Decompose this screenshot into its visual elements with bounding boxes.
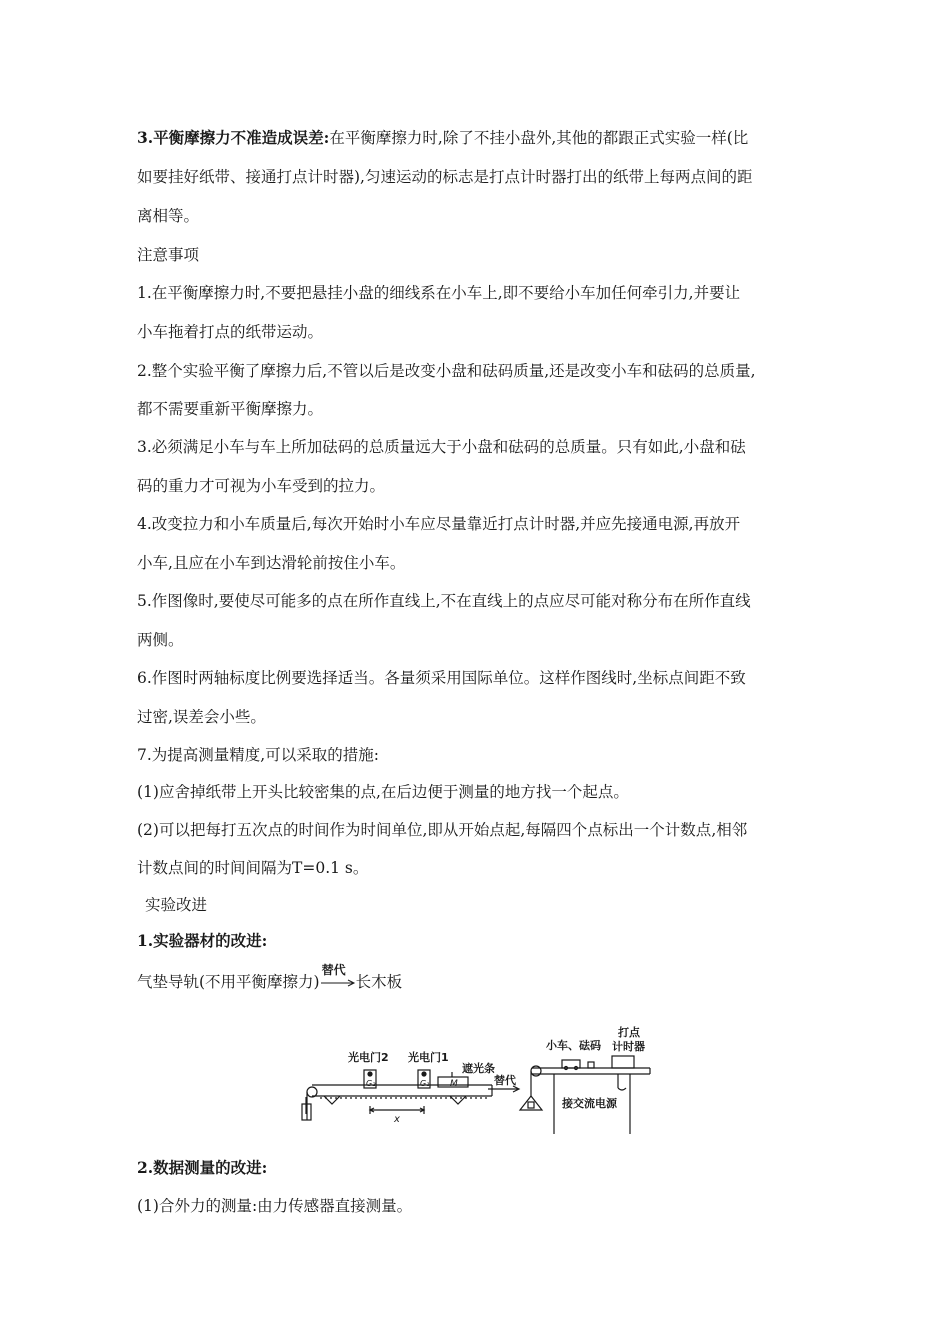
note-6-line2: 过密,误差会小些。: [137, 708, 266, 726]
weights: [588, 1062, 594, 1068]
label-timer-1: 打点: [618, 1026, 640, 1039]
label-x: x: [394, 1114, 400, 1125]
label-replace: 替代: [494, 1074, 516, 1087]
label-gate1: 光电门1: [408, 1051, 449, 1064]
track-support-right: [450, 1096, 466, 1104]
measure-1: (1)合外力的测量:由力传感器直接测量。: [137, 1197, 413, 1215]
label-g1: G₁: [420, 1079, 430, 1088]
replace-arrow-label: 替代: [321, 963, 346, 977]
note-4-line1: 4.改变拉力和小车质量后,每次开始时小车应尽量靠近打点计时器,并应先接通电源,再放开: [137, 515, 741, 533]
note-2-line2: 都不需要重新平衡摩擦力。: [137, 400, 324, 418]
arrow-icon: [320, 972, 356, 992]
air-track-text: 气垫导轨(不用平衡摩擦力): [137, 973, 320, 991]
ticker-timer: [612, 1056, 634, 1068]
label-power: 接交流电源: [562, 1097, 617, 1110]
label-m: M: [450, 1079, 458, 1089]
replacement-line: [137, 963, 403, 992]
note-4-line2: 小车,且应在小车到达滑轮前按住小车。: [137, 554, 406, 572]
section3-heading: 3.平衡摩擦力不准造成误差:: [137, 128, 330, 147]
section3-line2: 如要挂好纸带、接通打点计时器),匀速运动的标志是打点计时器打出的纸带上每两点间的距: [137, 168, 753, 186]
note-5-line1: 5.作图像时,要使尽可能多的点在所作直线上,不在直线上的点应尽可能对称分布在所作直线: [137, 592, 751, 610]
improve-title: 实验改进: [145, 896, 208, 914]
label-shade: 遮光条: [462, 1062, 495, 1075]
label-g2: G₂: [366, 1079, 376, 1088]
note-7-sub2-line2: 计数点间的时间间隔为T=0.1 s。: [137, 859, 369, 877]
note-3-line1: 3.必须满足小车与车上所加砝码的总质量远大于小盘和砝码的总质量。只有如此,小盘和砝: [137, 438, 746, 456]
note-5-line2: 两侧。: [137, 631, 184, 649]
note-7-sub1: (1)应舍掉纸带上开头比较密集的点,在后边便于测量的地方找一个起点。: [137, 783, 629, 801]
label-gate2: 光电门2: [348, 1051, 389, 1064]
note-7-sub2-line1: (2)可以把每打五次点的时间作为时间单位,即从开始点起,每隔四个点标出一个计数点,相邻: [137, 821, 748, 839]
replace-arrow: [320, 963, 356, 992]
board-text: 长木板: [355, 973, 403, 991]
note-1-line1: 1.在平衡摩擦力时,不要把悬挂小盘的细线系在小车上,即不要给小车加任何牵引力,并要让: [137, 284, 741, 302]
note-2-line1: 2.整个实验平衡了摩擦力后,不管以后是改变小盘和砝码质量,还是改变小车和砝码的总质量,: [137, 362, 756, 380]
note-1-line2: 小车拖着打点的纸带运动。: [137, 323, 324, 341]
section3-line1: 3.平衡摩擦力不准造成误差:在平衡摩擦力时,除了不挂小盘外,其他的都跟正式实验一样(比: [137, 128, 749, 147]
note-6-line1: 6.作图时两轴标度比例要选择适当。各量须采用国际单位。这样作图线时,坐标点间距不致: [137, 669, 746, 687]
apparatus-diagram: [300, 1022, 660, 1140]
improve-heading-2: 2.数据测量的改进:: [137, 1158, 268, 1177]
improve-heading-1: 1.实验器材的改进:: [137, 931, 268, 950]
notes-title: 注意事项: [137, 246, 200, 264]
section3-line3: 离相等。: [137, 207, 200, 225]
note-3-line2: 码的重力才可视为小车受到的拉力。: [137, 477, 386, 495]
label-cart-weights: 小车、砝码: [546, 1039, 601, 1052]
label-timer-2: 计时器: [612, 1040, 645, 1053]
note-7: 7.为提高测量精度,可以采取的措施:: [137, 746, 379, 764]
track-support-left: [324, 1096, 340, 1104]
